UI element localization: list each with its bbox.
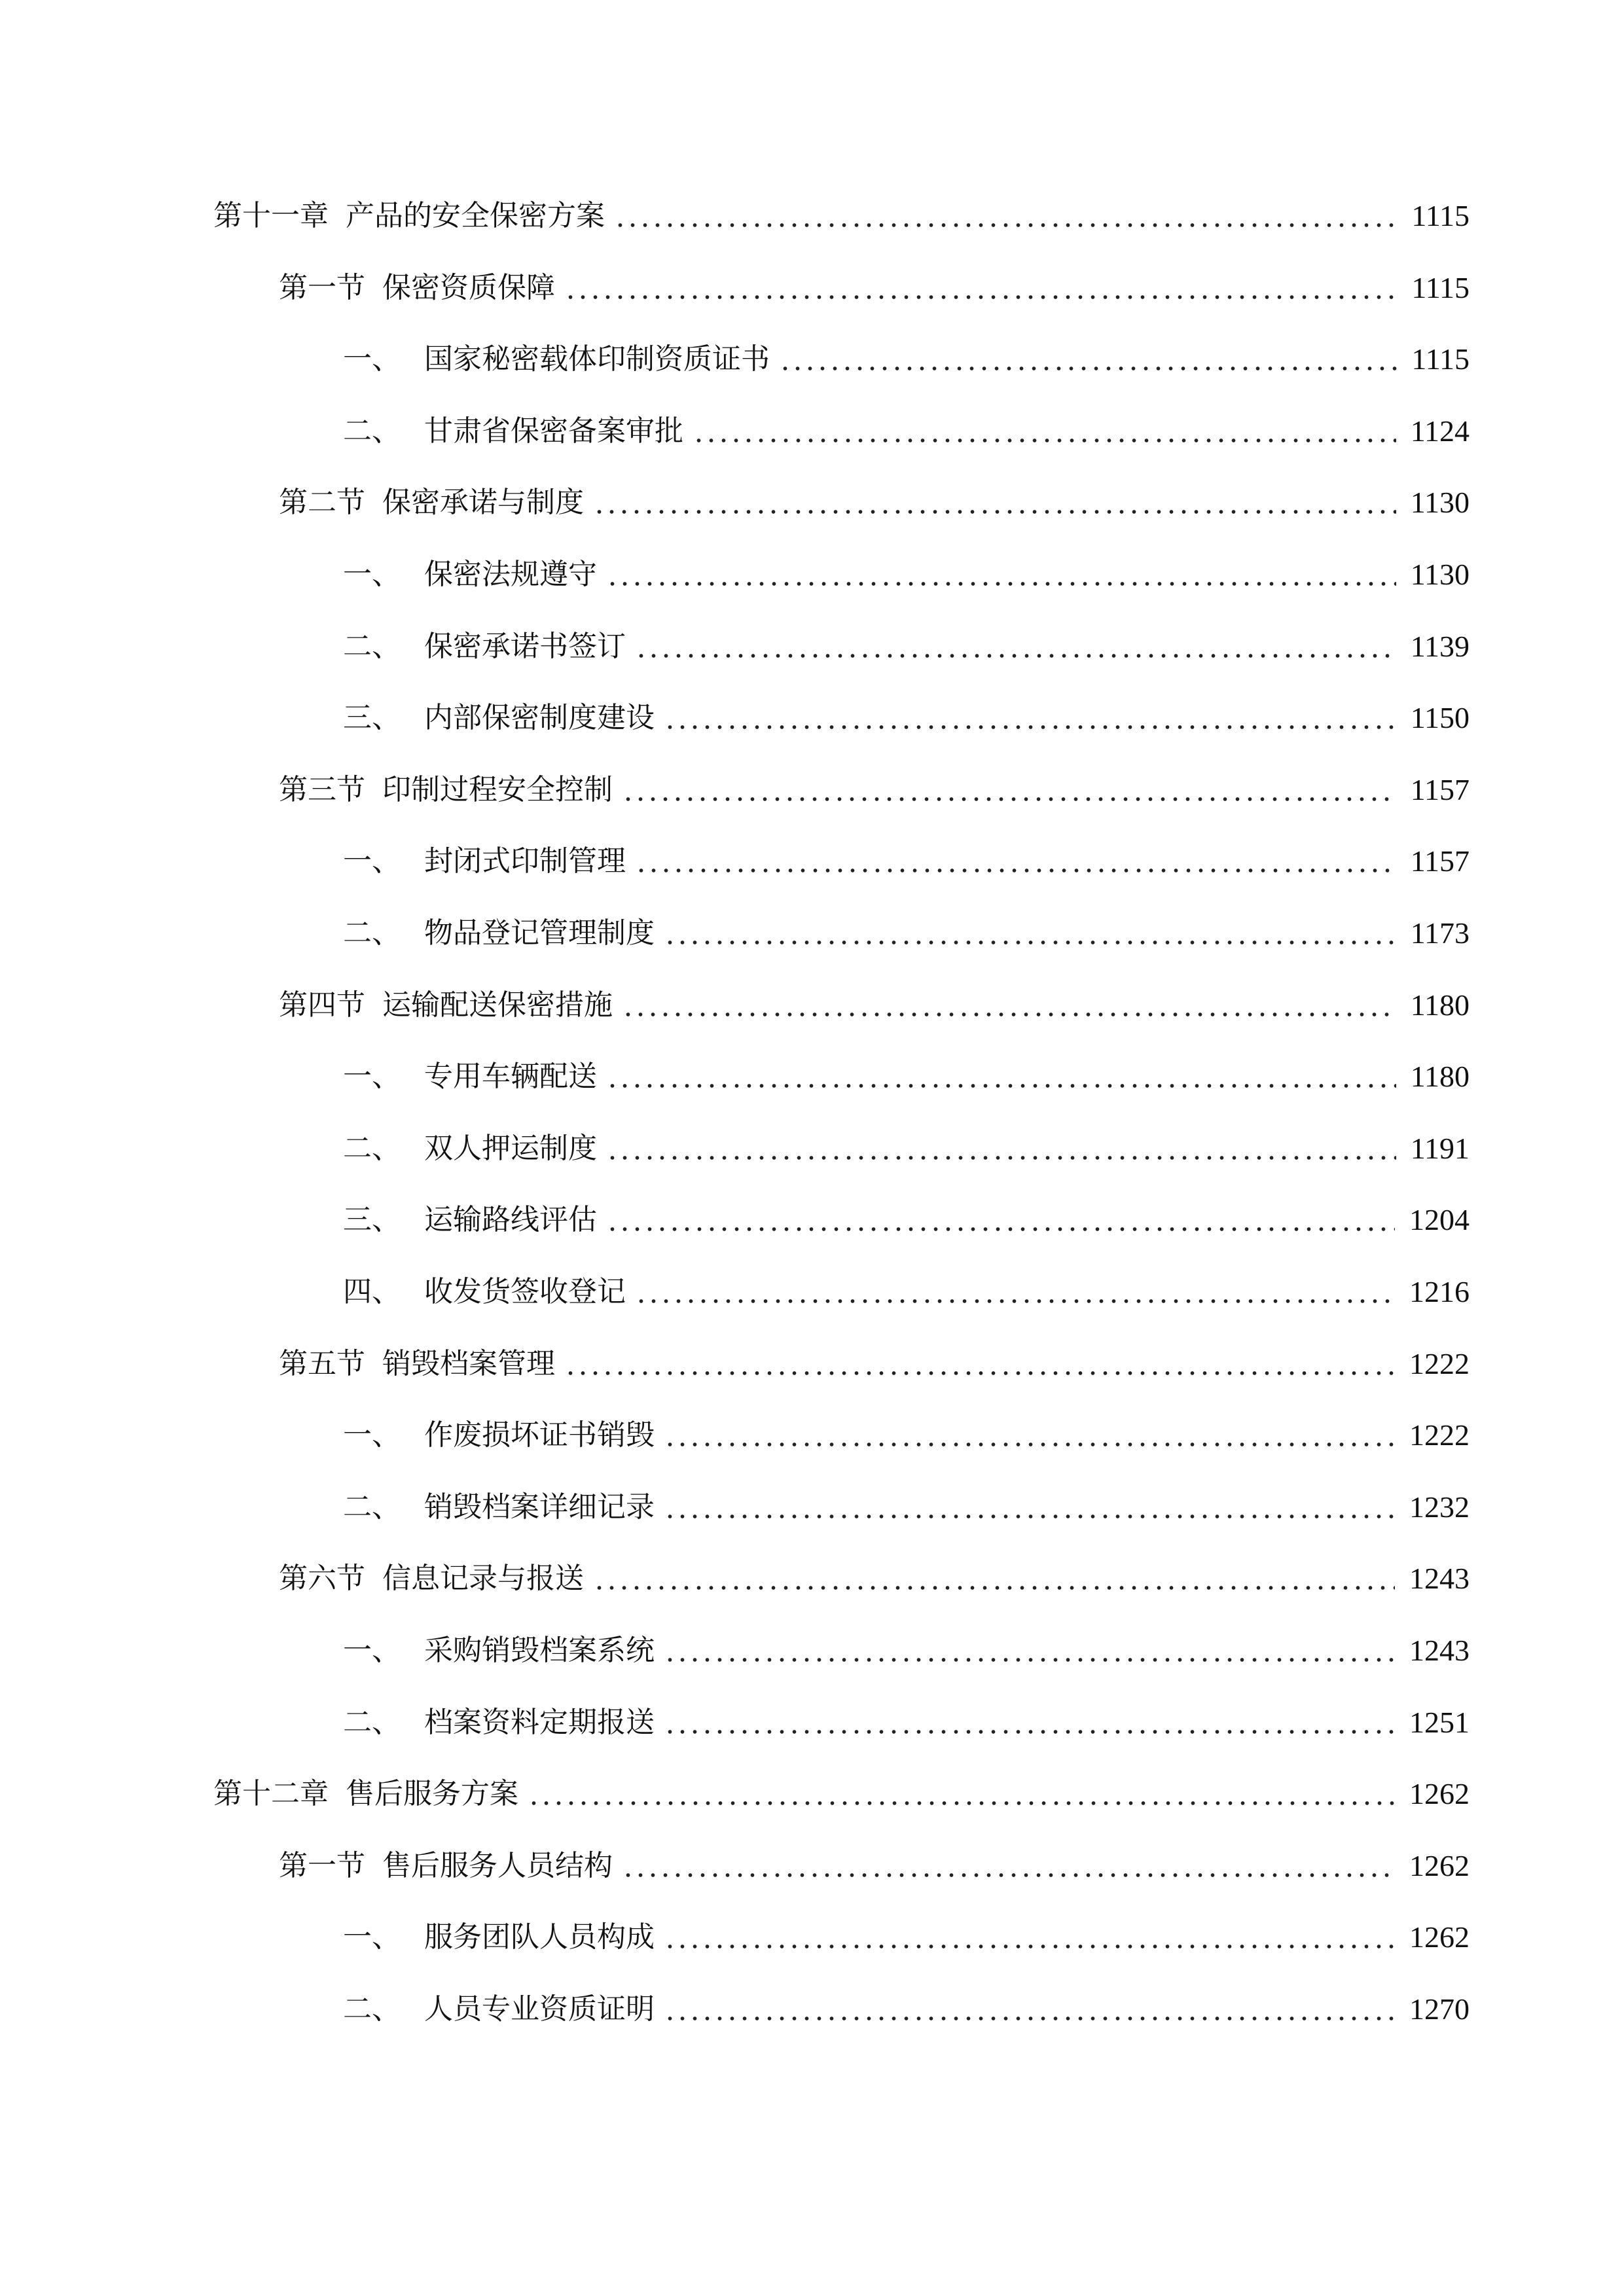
toc-subsection-entry[interactable] (343, 626, 1470, 668)
toc-chapter-entry[interactable] (213, 1773, 1470, 1815)
toc-subsection-entry[interactable] (343, 840, 1470, 882)
toc-page-number: 1243 (1409, 1562, 1470, 1595)
toc-subsection-entry[interactable] (343, 697, 1470, 739)
toc-entry-marker: 一、 (343, 558, 401, 591)
toc-entry-marker: 一、 (343, 844, 401, 878)
dot-leader (635, 653, 1396, 658)
toc-entry-marker: 四、 (343, 1275, 401, 1308)
toc-entry-title: 服务团队人员构成 (424, 1920, 655, 1954)
dot-leader (593, 1585, 1395, 1590)
toc-entry-marker: 一、 (343, 1920, 401, 1954)
toc-entry-title: 国家秘密载体印制资质证书 (424, 342, 770, 376)
toc-entry-title: 保密承诺书签订 (424, 630, 626, 663)
dot-leader (664, 940, 1396, 945)
toc-entry-marker: 二、 (343, 1706, 401, 1739)
toc-page-number: 1115 (1411, 271, 1470, 304)
toc-entry-marker: 三、 (343, 1203, 401, 1236)
toc-entry-marker: 第一节 (279, 271, 365, 304)
toc-page-number: 1180 (1410, 1060, 1470, 1093)
dot-leader (779, 366, 1397, 371)
dot-leader (606, 1155, 1396, 1160)
toc-chapter-entry[interactable] (213, 195, 1470, 237)
dot-leader (564, 295, 1397, 300)
toc-subsection-entry[interactable] (343, 1702, 1470, 1744)
toc-entry-marker: 二、 (343, 1132, 401, 1165)
toc-subsection-entry[interactable] (343, 1486, 1470, 1528)
toc-entry-marker: 第四节 (279, 988, 365, 1022)
toc-entry-marker: 一、 (343, 1634, 401, 1667)
toc-entry-title: 采购销毁档案系统 (424, 1634, 655, 1667)
toc-page-number: 1243 (1409, 1634, 1470, 1667)
toc-subsection-entry[interactable] (343, 1916, 1470, 1958)
toc-entry-title: 甘肃省保密备案审批 (424, 414, 683, 448)
toc-page-number: 1251 (1409, 1706, 1470, 1739)
toc-entry-title: 印制过程安全控制 (382, 773, 613, 806)
dot-leader (664, 1944, 1395, 1949)
toc-section-entry[interactable] (279, 769, 1470, 811)
toc-subsection-entry[interactable] (343, 1630, 1470, 1672)
toc-entry-marker: 第十二章 (213, 1777, 329, 1810)
toc-entry-marker: 第三节 (279, 773, 365, 806)
toc-page-number: 1232 (1409, 1490, 1470, 1524)
toc-entry-marker: 第五节 (279, 1347, 365, 1380)
toc-page-number: 1204 (1409, 1203, 1470, 1236)
toc-entry-title: 保密承诺与制度 (382, 486, 584, 519)
toc-subsection-entry[interactable] (343, 1414, 1470, 1456)
toc-subsection-entry[interactable] (343, 1056, 1470, 1098)
dot-leader (622, 797, 1396, 802)
toc-entry-title: 人员专业资质证明 (424, 1992, 655, 2026)
toc-subsection-entry[interactable] (343, 1988, 1470, 2030)
toc-entry-marker: 一、 (343, 1418, 401, 1452)
dot-leader (693, 438, 1396, 443)
toc-page-number: 1216 (1409, 1275, 1470, 1308)
toc-entry-marker: 二、 (343, 630, 401, 663)
toc-entry-title: 内部保密制度建设 (424, 701, 655, 734)
toc-entry-title: 封闭式印制管理 (424, 844, 626, 878)
dot-leader (664, 725, 1396, 730)
dot-leader (622, 1012, 1396, 1017)
toc-section-entry[interactable] (279, 984, 1470, 1026)
toc-entry-marker: 一、 (343, 1060, 401, 1093)
toc-page-number: 1139 (1410, 630, 1470, 663)
toc-page-number: 1180 (1410, 988, 1470, 1022)
toc-entry-marker: 第十一章 (213, 199, 329, 232)
toc-section-entry[interactable] (279, 482, 1470, 524)
toc-entry-marker: 二、 (343, 414, 401, 448)
toc-entry-title: 销毁档案详细记录 (424, 1490, 655, 1524)
toc-subsection-entry[interactable] (343, 912, 1470, 954)
toc-page-number: 1157 (1410, 773, 1470, 806)
dot-leader (664, 1729, 1395, 1734)
toc-page-number: 1130 (1410, 486, 1470, 519)
toc-entry-marker: 一、 (343, 342, 401, 376)
toc-entry-title: 保密资质保障 (382, 271, 555, 304)
dot-leader (635, 1299, 1395, 1304)
toc-entry-title: 作废损坏证书销毁 (424, 1418, 655, 1452)
toc-entry-title: 收发货签收登记 (424, 1275, 626, 1308)
toc-entry-title: 双人押运制度 (424, 1132, 597, 1165)
toc-subsection-entry[interactable] (343, 1199, 1470, 1241)
toc-entry-title: 物品登记管理制度 (424, 916, 655, 950)
toc-entry-title: 信息记录与报送 (382, 1562, 584, 1595)
toc-entry-title: 运输配送保密措施 (382, 988, 613, 1022)
toc-entry-marker: 第一节 (279, 1849, 365, 1882)
toc-entry-marker: 三、 (343, 701, 401, 734)
toc-section-entry[interactable] (279, 1558, 1470, 1600)
toc-page-number: 1262 (1409, 1920, 1470, 1954)
toc-entry-title: 专用车辆配送 (424, 1060, 597, 1093)
dot-leader (664, 2016, 1395, 2021)
toc-page-number: 1222 (1409, 1418, 1470, 1452)
dot-leader (635, 868, 1396, 873)
dot-leader (528, 1801, 1395, 1806)
dot-leader (606, 581, 1396, 586)
toc-page-number: 1115 (1411, 199, 1470, 232)
toc-entry-title: 运输路线评估 (424, 1203, 597, 1236)
dot-leader (606, 1083, 1396, 1088)
toc-page-number: 1173 (1410, 916, 1470, 950)
toc-entry-title: 产品的安全保密方案 (346, 199, 605, 232)
toc-page-number: 1262 (1409, 1777, 1470, 1810)
toc-entry-title: 售后服务方案 (346, 1777, 518, 1810)
toc-entry-marker: 第二节 (279, 486, 365, 519)
toc-page-number: 1150 (1410, 701, 1470, 734)
toc-subsection-entry[interactable] (343, 338, 1470, 380)
toc-page-number: 1191 (1410, 1132, 1470, 1165)
toc-entry-marker: 第六节 (279, 1562, 365, 1595)
toc-page-number: 1157 (1410, 844, 1470, 878)
toc-page-number: 1124 (1410, 414, 1470, 448)
dot-leader (664, 1657, 1395, 1662)
toc-section-entry[interactable] (279, 1343, 1470, 1385)
toc-page-number: 1262 (1409, 1849, 1470, 1882)
toc-subsection-entry[interactable] (343, 1271, 1470, 1313)
toc-page-number: 1270 (1409, 1992, 1470, 2026)
dot-leader (614, 223, 1397, 228)
toc-entry-title: 保密法规遵守 (424, 558, 597, 591)
toc-entry-marker: 二、 (343, 1490, 401, 1524)
dot-leader (664, 1442, 1395, 1447)
dot-leader (664, 1514, 1395, 1519)
toc-page-number: 1130 (1410, 558, 1470, 591)
dot-leader (622, 1873, 1395, 1878)
toc-entry-title: 档案资料定期报送 (424, 1706, 655, 1739)
toc-subsection-entry[interactable] (343, 410, 1470, 452)
dot-leader (606, 1227, 1395, 1232)
toc-page-number: 1115 (1411, 342, 1470, 376)
toc-entry-title: 售后服务人员结构 (382, 1849, 613, 1882)
toc-section-entry[interactable] (279, 1845, 1470, 1887)
dot-leader (593, 509, 1396, 514)
toc-section-entry[interactable] (279, 267, 1470, 309)
toc-page-number: 1222 (1409, 1347, 1470, 1380)
toc-entry-marker: 二、 (343, 1992, 401, 2026)
toc-entry-marker: 二、 (343, 916, 401, 950)
dot-leader (564, 1371, 1395, 1376)
toc-subsection-entry[interactable] (343, 1128, 1470, 1170)
toc-entry-title: 销毁档案管理 (382, 1347, 555, 1380)
toc-subsection-entry[interactable] (343, 554, 1470, 596)
